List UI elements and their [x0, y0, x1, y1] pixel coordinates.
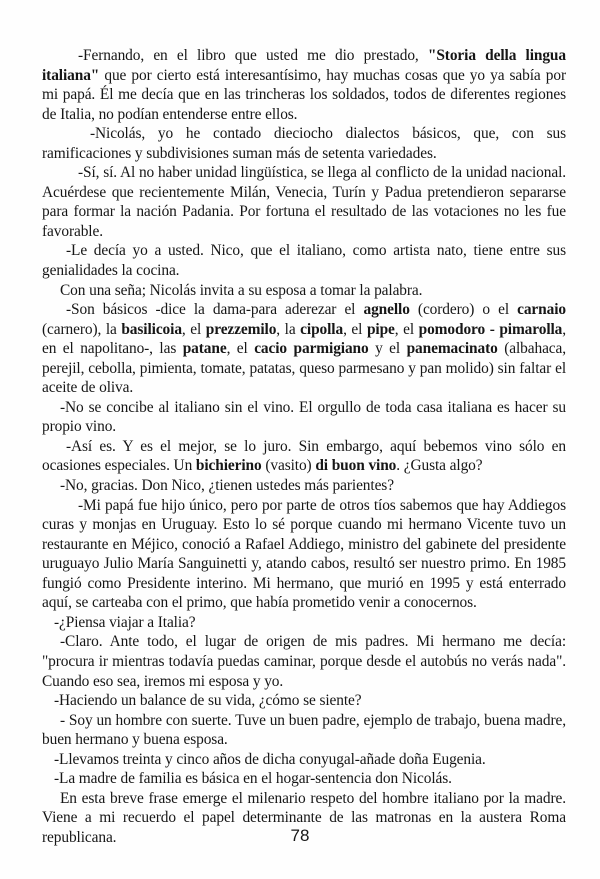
bold-term: cacio parmigiano [254, 340, 369, 358]
text-run: , el [226, 340, 255, 358]
paragraph [42, 496, 566, 613]
text-run: -¿Piensa viajar a Italia? [54, 613, 196, 631]
paragraph [42, 300, 566, 398]
bold-term: cipolla [300, 320, 344, 338]
text-run: , en el napolitano-, las [42, 320, 567, 358]
text-run: y el [368, 340, 407, 358]
text-run: (albahaca, perejil, cebolla, pimienta, tomate, patatas, queso parmesano y pan molido) sin faltar el aceite de oliva. [42, 340, 567, 397]
paragraph [42, 691, 566, 711]
paragraph [42, 711, 566, 750]
text-run: , el [181, 320, 206, 338]
paragraph [42, 124, 566, 163]
text-run: -Son básicos -dice la dama-para aderezar el [66, 301, 364, 319]
page-body-text [42, 46, 566, 847]
paragraph [42, 476, 566, 496]
bold-term: bichierino [195, 457, 262, 475]
text-run: , el [394, 320, 419, 338]
bold-term: di buon vino [315, 457, 397, 475]
text-run: -Sí, sí. Al no haber unidad lingüística, se llega al conflicto de la unidad nacional. Acuérdese que recientemente Milán, Venecia, Turín y Padua pretendieron separarse para formar la nación Padania. Por fortuna el resultado de las votaciones no les fue favorable. [42, 164, 566, 240]
paragraph [42, 281, 566, 301]
text-run: -Llevamos treinta y cinco años de dicha conyugal-añade doña Eugenia. [54, 750, 486, 768]
bold-term: agnello [363, 301, 410, 319]
paragraph [42, 437, 566, 476]
text-run: , el [343, 320, 367, 338]
page-number: 78 [290, 826, 310, 845]
paragraph [42, 632, 566, 691]
text-run: -Fernando, en el libro que usted me dio prestado, [78, 47, 428, 64]
text-run: , la [276, 320, 301, 338]
paragraph [42, 769, 566, 789]
bold-term: patane [182, 340, 227, 358]
text-run: Con una seña; Nicolás invita a su esposa a tomar la palabra. [60, 281, 423, 299]
bold-term: panemacinato [406, 340, 498, 358]
text-run: -Le decía yo a usted. Nico, que el italiano, como artista nato, tiene entre sus genialidades la cocina. [42, 242, 566, 280]
paragraph [42, 241, 566, 280]
text-run: -No se concibe al italiano sin el vino. El orgullo de toda casa italiana es hacer su propio vino. [42, 398, 566, 436]
bold-term: "Storia della lingua italiana" [42, 47, 566, 84]
text-run: -Claro. Ante todo, el lugar de origen de mis padres. Mi hermano me decía: "procura ir mientras todavía puedas caminar, porque desde el autobús no verás nada". Cuando eso sea, iremos mi esposa y yo. [42, 633, 566, 690]
text-run: -Nicolás, yo he contado dieciocho dialectos básicos, que, con sus ramificaciones y subdivisiones suman más de setenta variedades. [42, 125, 566, 162]
bold-term: pipe [366, 320, 395, 338]
text-run: (vasito) [261, 457, 316, 475]
text-run: que por cierto está interesantísimo, hay muchas cosas que yo ya sabía por mi papá. Él me decía que en las trincheras los soldados, todos de diferentes regiones de Italia, no podían entenderse entre ellos. [42, 66, 566, 123]
text-run: -Mi papá fue hijo único, pero por parte de otros tíos sabemos que hay Addiegos curas y monjas en Uruguay. Esto lo sé porque cuando mi hermano Vicente tuvo un restaurante en Méjico, conoció a Rafael Addiego, ministro del gabinete del presidente uruguayo Julio María Sanguinetti y, atando cabos, resultó ser nuestro primo. En 1985 fungió como Presidente interino. Mi hermano, que murió en 1995 y está enterrado aquí, se carteaba con el primo, que había prometido venir a conocernos. [42, 496, 566, 612]
paragraph [42, 163, 566, 241]
text-run: En esta breve frase emerge el milenario respeto del hombre italiano por la madre. Viene a mi recuerdo el papel determinante de las matronas en la austera Roma republicana. [42, 789, 566, 846]
text-run: . ¿Gusta algo? [396, 457, 483, 475]
bold-term: pomodoro - pimarolla [418, 320, 563, 338]
paragraph [42, 46, 566, 124]
text-run: (cordero) o el [409, 301, 518, 319]
text-run: - Soy un hombre con suerte. Tuve un buen padre, ejemplo de trabajo, buena madre, buen hermano y buena esposa. [42, 711, 566, 749]
paragraph [42, 613, 566, 633]
bold-term: carnaio [517, 301, 566, 319]
paragraph [42, 750, 566, 770]
bold-term: prezzemilo [205, 320, 277, 338]
bold-term: basilicoia [121, 320, 182, 338]
text-run: -La madre de familia es básica en el hogar-sentencia don Nicolás. [54, 770, 452, 788]
text-run: -Haciendo un balance de su vida, ¿cómo se siente? [54, 692, 362, 710]
text-run: -Así es. Y es el mejor, se lo juro. Sin embargo, aquí bebemos vino sólo en ocasiones especiales. Un [42, 437, 566, 475]
text-run: (carnero), la [42, 320, 122, 338]
text-run: -No, gracias. Don Nico, ¿tienen ustedes más parientes? [60, 477, 394, 495]
paragraph [42, 398, 566, 437]
